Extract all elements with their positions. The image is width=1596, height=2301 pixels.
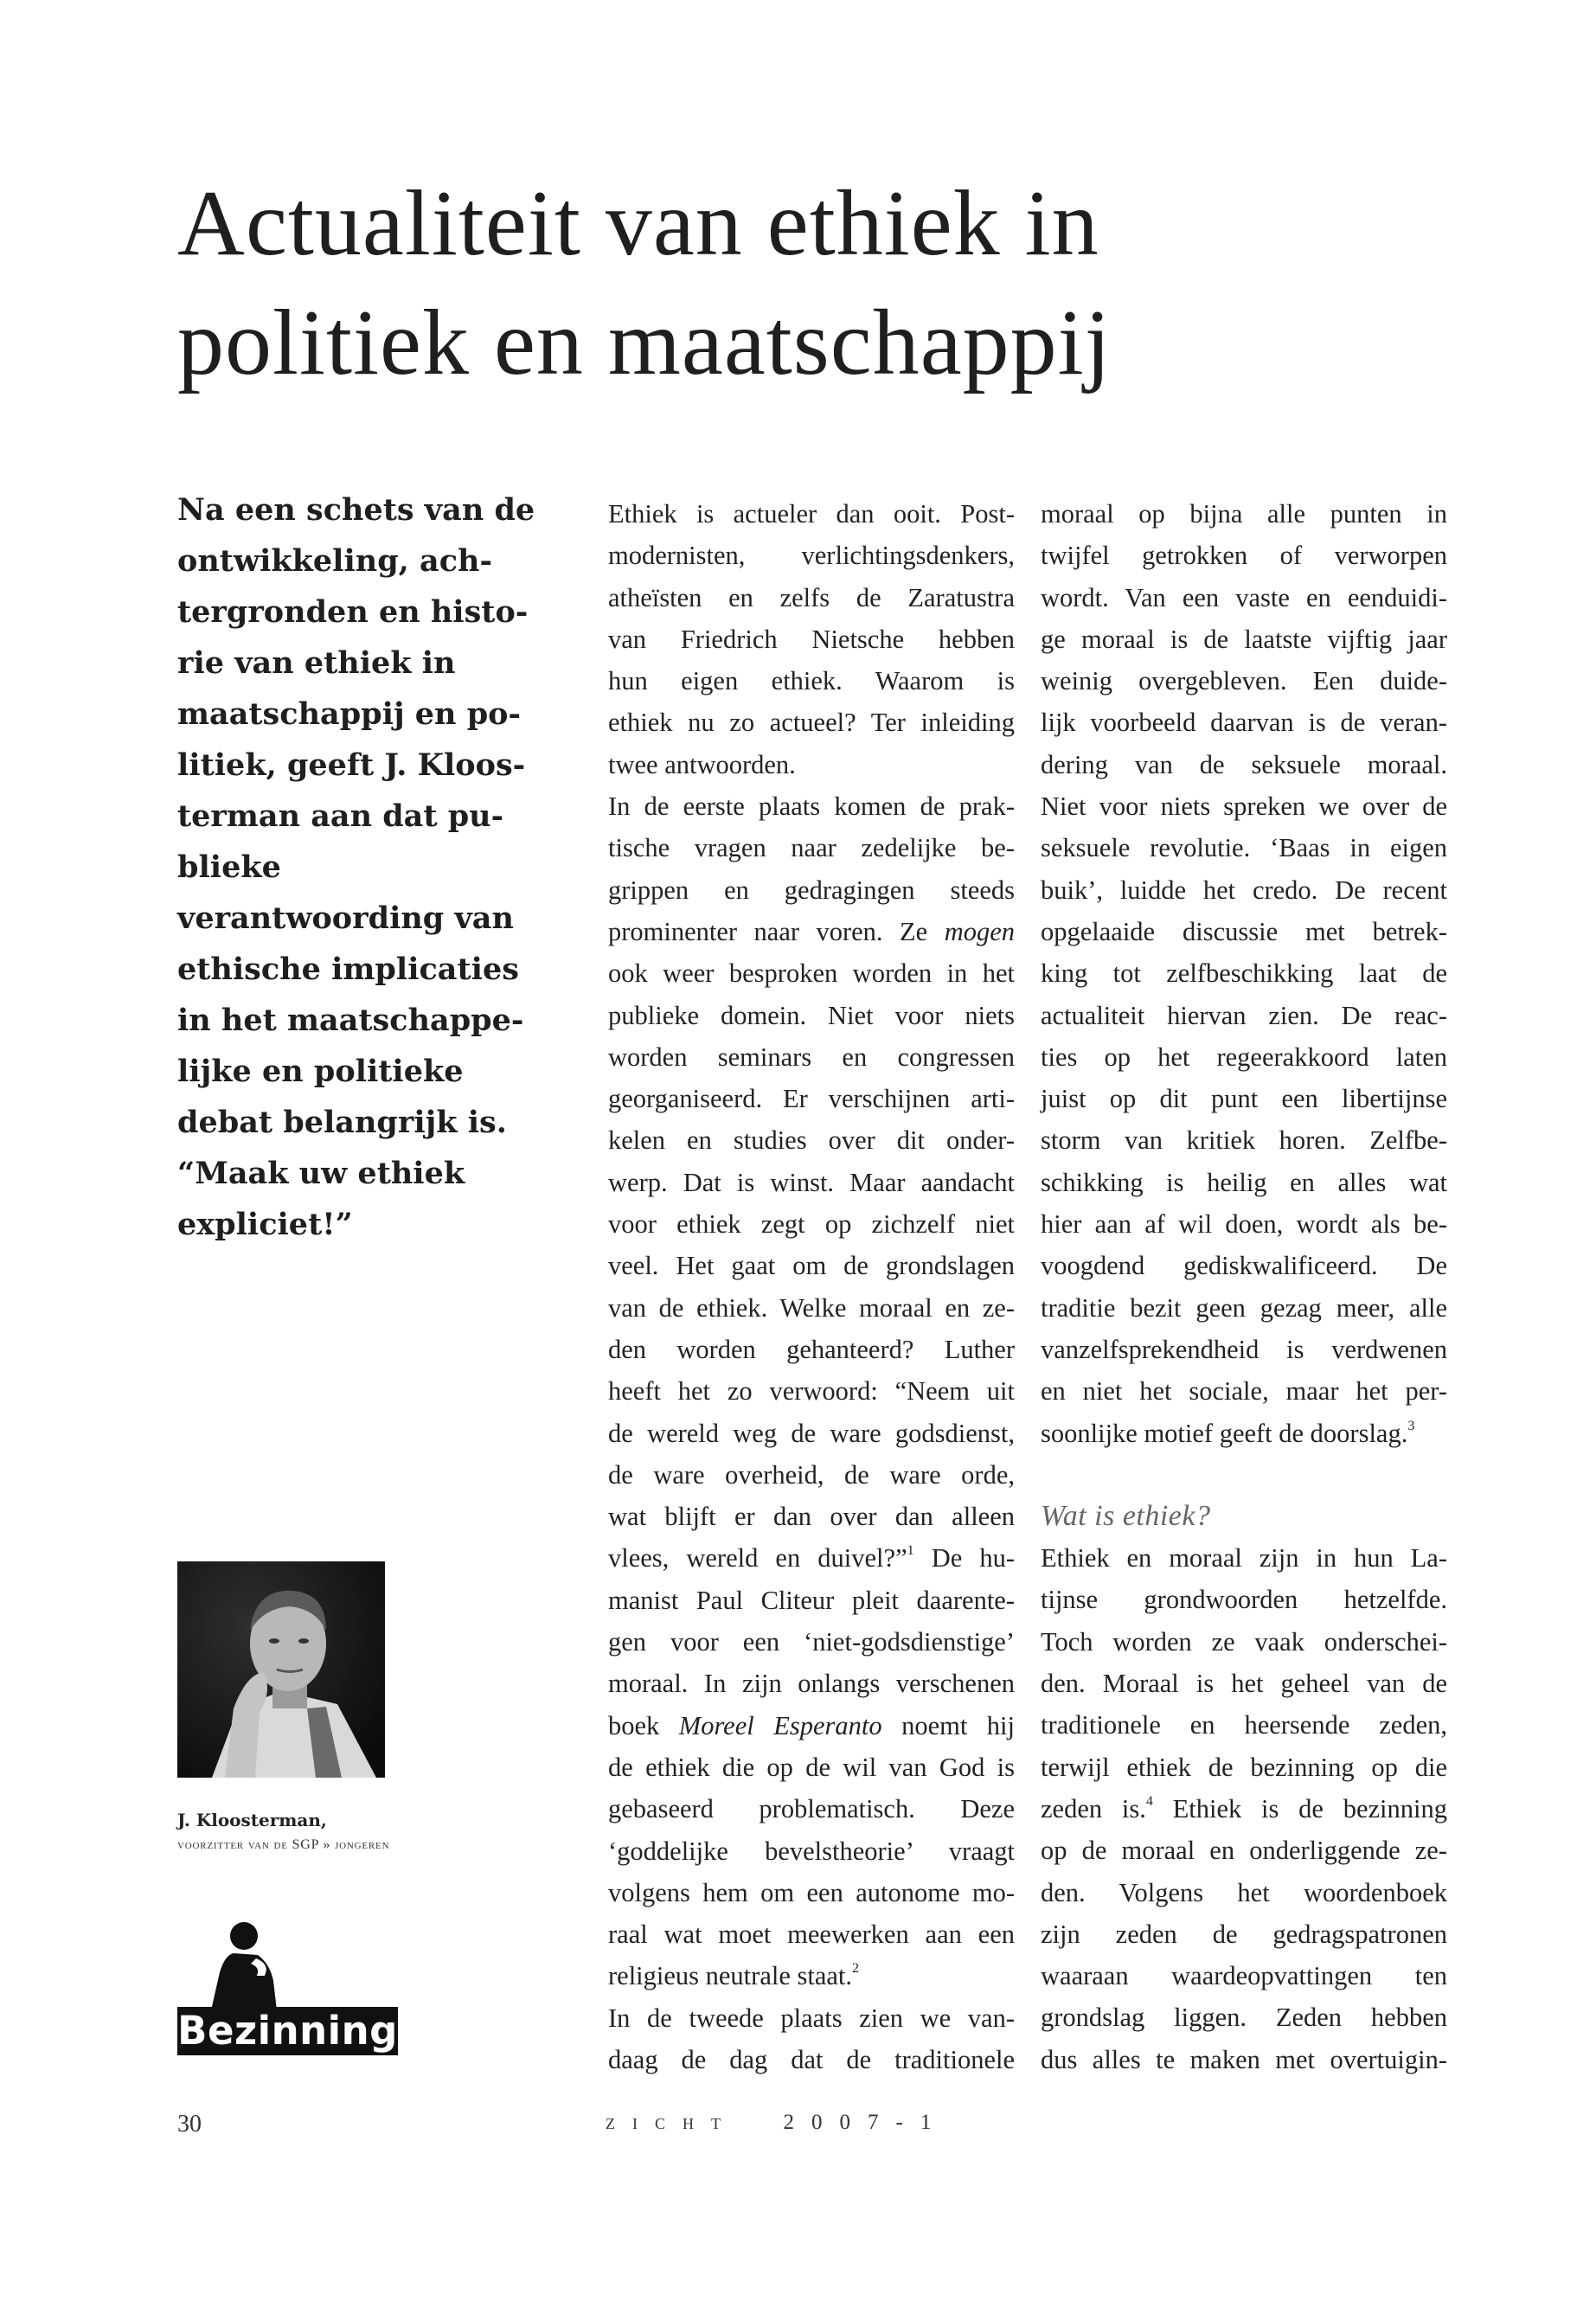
text-line: waaraan waardeopvattingen ten: [1041, 1961, 1447, 1991]
section-logo-label: Bezinning: [177, 2008, 398, 2054]
author-name: J. Kloosterman,: [177, 1810, 327, 1830]
text-line: opgelaaide discussie met betrek-: [1041, 916, 1447, 946]
text-line: terwijl ethiek de bezinning op die: [1041, 1752, 1447, 1782]
text-line: grondslag liggen. Zeden hebben: [1041, 2003, 1447, 2033]
text-line: daag de dag dat de traditionele: [608, 2044, 1015, 2074]
text-line: voogdend gediskwalificeerd. De: [1041, 1251, 1447, 1281]
text-line: grippen en gedragingen steeds: [608, 875, 1015, 905]
title-line-2: politiek en maatschappij: [177, 292, 1112, 394]
text-line: de ware overheid, de ware orde,: [608, 1459, 1015, 1490]
text-line: ook weer besproken worden in het: [608, 958, 1015, 989]
text-line: ties op het regeerakkoord laten: [1041, 1042, 1447, 1072]
lead-line: Na een schets van de: [177, 492, 535, 528]
footnote-ref-4[interactable]: 4: [1145, 1793, 1153, 1809]
text-line: storm van kritiek horen. Zelfbe-: [1041, 1125, 1447, 1156]
text-line: van de ethiek. Welke moraal en ze-: [608, 1292, 1015, 1323]
text-line: kelen en studies over dit onder-: [608, 1125, 1015, 1156]
text-line: moraal op bijna alle punten in: [1041, 499, 1447, 529]
lead-line: ethische implicaties: [177, 952, 519, 987]
lead-line: verantwoording van: [177, 901, 514, 936]
text-line: wordt. Van een vaste en eenduidi-: [1041, 582, 1447, 612]
text-line: In de eerste plaats komen de prak-: [608, 792, 1015, 822]
lead-line: ontwikkeling, ach-: [177, 543, 492, 579]
text-line: tische vragen naar zedelijke be-: [608, 833, 1015, 863]
text-line: vanzelfsprekendheid is verdwenen: [1041, 1334, 1447, 1364]
thinker-icon: [190, 1920, 294, 2010]
author-photo: [177, 1561, 385, 1778]
text-fragment: De hu-: [913, 1543, 1015, 1574]
lead-paragraph: [177, 484, 535, 1250]
text-line: zijn zeden de gedragspatronen: [1041, 1919, 1447, 1949]
text-line: Ethiek en moraal zijn in hun La-: [1041, 1543, 1447, 1574]
text-line: dus alles te maken met overtuigin-: [1041, 2044, 1447, 2074]
text-line: den. Volgens het woordenboek: [1041, 1877, 1447, 1907]
lead-line: debat belangrijk is.: [177, 1105, 507, 1140]
text-line: veel. Het gaat om de grondslagen: [608, 1251, 1015, 1281]
text-line: ge moraal is de laatste vijftig jaar: [1041, 624, 1447, 654]
text-line: ‘goddelijke bevelstheorie’ vraagt: [608, 1836, 1015, 1866]
text-line: [1041, 1413, 1447, 1454]
lead-line: expliciet!”: [177, 1207, 353, 1242]
text-fragment: soonlijke motief geeft de doorslag.: [1041, 1418, 1408, 1448]
text-line: twee antwoorden.: [608, 749, 796, 779]
text-line: van Friedrich Nietsche hebben: [608, 624, 1015, 654]
magazine-footer: zicht 2007-1: [606, 2111, 949, 2134]
lead-line: terman aan dat pu-: [177, 798, 504, 834]
text-line: gen voor een ‘niet-godsdienstige’: [608, 1627, 1015, 1657]
text-line: [608, 1955, 1015, 1997]
article-title: [177, 164, 1302, 403]
text-line: hun eigen ethiek. Waarom is: [608, 666, 1015, 696]
page-number: 30: [177, 2111, 202, 2138]
lead-line: litiek, geeft J. Kloos-: [177, 747, 526, 783]
lead-line: blieke: [177, 849, 281, 885]
text-line: weinig overgebleven. Een duide-: [1041, 666, 1447, 696]
text-line: twijfel getrokken of verworpen: [1041, 541, 1447, 571]
body-column-1: [608, 493, 1015, 2080]
author-role: voorzitter van de SGP » jongeren: [177, 1837, 390, 1852]
text-line: de ethiek die op de wil van God is: [608, 1752, 1015, 1782]
text-fragment: prominenter naar voren. Ze: [608, 916, 928, 946]
footnote-ref-2[interactable]: 2: [852, 1961, 860, 1977]
text-line: schikking is heilig en alles wat: [1041, 1167, 1447, 1197]
text-line: [608, 911, 1015, 952]
text-line: king tot zelfbeschikking laat de: [1041, 958, 1447, 989]
author-photo-illustration: [177, 1561, 385, 1778]
title-line-1: Actualiteit van ethiek in: [177, 172, 1099, 275]
text-line: traditie bezit geen gezag meer, alle: [1041, 1292, 1447, 1323]
text-line: dering van de seksuele moraal.: [1041, 749, 1447, 779]
text-line: en niet het sociale, maar het per-: [1041, 1376, 1447, 1407]
text-line: Ethiek is actueler dan ooit. Post-: [608, 499, 1015, 529]
lead-line: tergronden en histo-: [177, 594, 529, 630]
text-line: den worden gehanteerd? Luther: [608, 1334, 1015, 1364]
text-line: voor ethiek zegt op zichzelf niet: [608, 1209, 1015, 1240]
section-subheading: Wat is ethiek?: [1041, 1499, 1211, 1532]
text-line: georganiseerd. Er verschijnen arti-: [608, 1084, 1015, 1114]
body-column-2: [1041, 493, 1447, 2080]
text-fragment: religieus neutrale staat.: [608, 1961, 853, 1991]
text-line: buik’, luidde het credo. De recent: [1041, 875, 1447, 905]
text-fragment: zeden is.: [1041, 1793, 1146, 1823]
text-fragment: noemt hij: [881, 1710, 1015, 1740]
lead-line: lijke en politieke: [177, 1054, 464, 1089]
text-line: Niet voor niets spreken we over de: [1041, 792, 1447, 822]
text-fragment: boek: [608, 1710, 660, 1740]
lead-line: rie van ethiek in: [177, 645, 456, 681]
text-line: Toch worden ze vaak onderschei-: [1041, 1626, 1447, 1657]
footnote-ref-1[interactable]: 1: [907, 1543, 914, 1559]
lead-line: maatschappij en po-: [177, 696, 522, 732]
text-line: [608, 1705, 1015, 1747]
text-line: seksuele revolutie. ‘Baas in eigen: [1041, 833, 1447, 863]
text-line: volgens hem om een autonome mo-: [608, 1877, 1015, 1907]
text-line: manist Paul Cliteur pleit daarente-: [608, 1585, 1015, 1615]
text-line: heeft het zo verwoord: “Neem uit: [608, 1376, 1015, 1407]
text-line: tijnse grondwoorden hetzelfde.: [1041, 1585, 1447, 1615]
text-line: ethiek nu zo actueel? Ter inleiding: [608, 708, 1015, 738]
text-line: [608, 1537, 1015, 1579]
text-line: gebaseerd problematisch. Deze: [608, 1794, 1015, 1824]
emphasis-mogen: mogen: [944, 916, 1016, 946]
footnote-ref-3[interactable]: 3: [1407, 1418, 1415, 1433]
lead-line: in het maatschappe-: [177, 1003, 524, 1038]
section-logo: [177, 1920, 398, 2059]
text-line: juist op dit punt een libertijnse: [1041, 1084, 1447, 1114]
text-line: op de moraal en onderliggende ze-: [1041, 1836, 1447, 1866]
text-line: den. Moraal is het geheel van de: [1041, 1669, 1447, 1699]
text-line: [1041, 1788, 1447, 1830]
text-line: hier aan af wil doen, wordt als be-: [1041, 1209, 1447, 1240]
text-line: atheïsten en zelfs de Zaratustra: [608, 582, 1015, 612]
text-fragment: vlees, wereld en duivel?”: [608, 1543, 907, 1574]
text-line: moraal. In zijn onlangs verschenen: [608, 1669, 1015, 1699]
text-line: actualiteit hiervan zien. De reac-: [1041, 1000, 1447, 1030]
text-line: traditionele en heersende zeden,: [1041, 1710, 1447, 1740]
text-line: raal wat moet meewerken aan een: [608, 1920, 1015, 1950]
text-line: wat blijft er dan over dan alleen: [608, 1502, 1015, 1532]
text-line: werp. Dat is winst. Maar aandacht: [608, 1167, 1015, 1197]
text-line: publieke domein. Niet voor niets: [608, 1000, 1015, 1030]
text-line: de wereld weg de ware godsdienst,: [608, 1418, 1015, 1448]
text-fragment: Ethiek is de bezinning: [1152, 1793, 1447, 1823]
text-line: modernisten, verlichtingsdenkers,: [608, 541, 1015, 571]
text-line: worden seminars en congressen: [608, 1042, 1015, 1072]
lead-line: “Maak uw ethiek: [177, 1156, 465, 1191]
text-line: In de tweede plaats zien we van-: [608, 2003, 1015, 2033]
text-line: lijk voorbeeld daarvan is de veran-: [1041, 708, 1447, 738]
book-title: Moreel Esperanto: [678, 1710, 882, 1740]
